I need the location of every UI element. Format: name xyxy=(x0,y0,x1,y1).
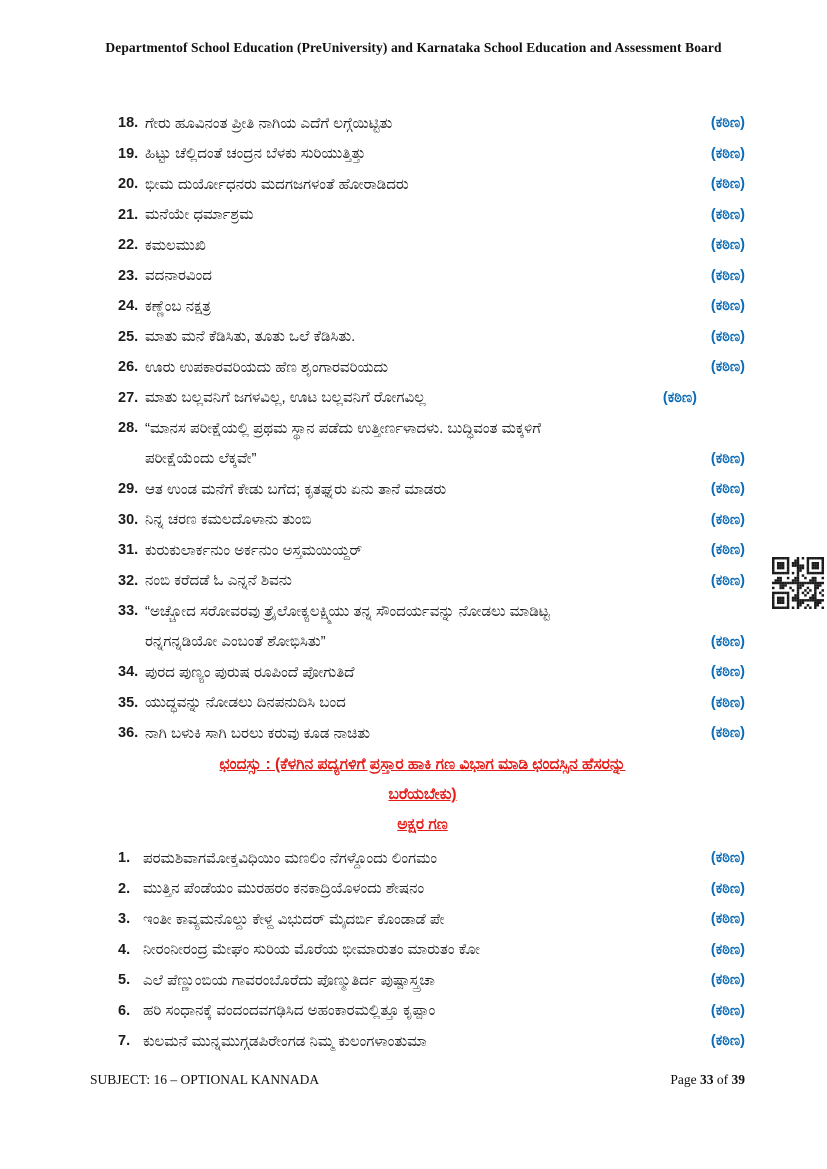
question-item-27 xyxy=(118,383,745,414)
question-text xyxy=(143,965,711,996)
difficulty-badge: (ಕಠಿಣ) xyxy=(710,328,745,345)
section-heading-line1-text: ಛಂದಸ್ಸು : (ಕೆಳಗಿನ ಪದ್ಯಗಳಿಗೆ ಪ್ರಸ್ತಾರ ಹಾಕಿ ಗಣ ವಿಭಾಗ ಮಾಡಿ ಛಂದಸ್ಸಿನ ಹೆಸರನ್ನು xyxy=(219,756,626,773)
question-text-line: ಕುಲಮನೆ ಮುನ್ನಮುಗ್ಗಡಪಿರೇಂಗಡ ನಿಮ್ಮ ಕುಲಂಗಳಾಂತುಮಾ xyxy=(143,1032,427,1050)
question-number: 26. xyxy=(118,359,139,376)
question-text xyxy=(143,904,711,935)
question-number: 2. xyxy=(118,880,131,897)
question-item-6 xyxy=(118,996,745,1027)
question-number: 28. xyxy=(118,420,139,437)
question-number: 3. xyxy=(118,911,131,928)
difficulty-badge: (ಕಠಿಣ) xyxy=(710,450,745,467)
difficulty-badge: (ಕಠಿಣ) xyxy=(710,572,745,589)
difficulty-badge: (ಕಠಿಣ) xyxy=(710,481,745,498)
difficulty-badge: (ಕಠಿಣ) xyxy=(662,389,697,406)
difficulty-badge: (ಕಠಿಣ) xyxy=(710,145,745,162)
difficulty-badge: (ಕಠಿಣ) xyxy=(710,664,745,681)
footer-subject-label: SUBJECT: 16 – OPTIONAL KANNADA xyxy=(90,1072,320,1087)
question-text xyxy=(145,718,711,749)
question-text-line: ನಾಗಿ ಬಳುಕಿ ಸಾಗಿ ಬರಲು ಕರುವು ಕೂಡ ನಾಚಿತು xyxy=(145,724,370,742)
question-number: 30. xyxy=(118,511,139,528)
question-text xyxy=(145,474,711,505)
question-text xyxy=(145,535,711,566)
question-number: 33. xyxy=(118,603,139,620)
question-number: 27. xyxy=(118,389,139,406)
question-number: 31. xyxy=(118,542,139,559)
question-number: 22. xyxy=(118,237,139,254)
question-item-33 xyxy=(118,596,745,657)
question-item-5 xyxy=(118,965,745,996)
question-text-line: ನೀರಂನೀರಂದ್ರ ಮೇಘಂ ಸುರಿಯ ಮೊರೆಯ ಭೀಮಾರುತಂ ಮಾರುತಂ ಕೋ xyxy=(143,941,480,959)
question-text-line: ಹಿಟ್ಟು ಚೆಲ್ಲಿದಂತೆ ಚಂದ್ರನ ಬೆಳಕು ಸುರಿಯುತ್ತಿತ್ತು xyxy=(145,145,366,163)
question-text-line: ಎಲೆ ಪೆಣ್ಣುಂಬಿಯ ಗಾವರಂಬೊರೆದು ಪೊಣ್ಮುತಿರ್ದ ಪುಷ್ಪಾಸ್ತ್ರಚಾ xyxy=(143,971,435,989)
question-text-line: ಪರಮಶಿವಾಗಮೋಕ್ತವಿಧಿಯಿಂ ಮಣಲಿಂ ನೆಗಳ್ದೊಂದು ಲಿಂಗಮಂ xyxy=(143,849,438,867)
question-text-line: ಊರು ಉಪಕಾರವರಿಯದು ಹೆಣ ಶೃಂಗಾರವರಿಯದು xyxy=(145,358,389,376)
question-item-28 xyxy=(118,413,745,474)
question-text xyxy=(145,108,711,139)
footer-page-number xyxy=(670,1072,745,1088)
question-item-7 xyxy=(118,1026,745,1057)
difficulty-badge: (ಕಠಿಣ) xyxy=(710,911,745,928)
difficulty-badge: (ಕಠಿಣ) xyxy=(710,511,745,528)
section-heading-chandassu xyxy=(100,750,745,840)
question-number: 20. xyxy=(118,176,139,193)
question-item-18 xyxy=(118,108,745,139)
difficulty-badge: (ಕಠಿಣ) xyxy=(710,941,745,958)
question-text-line: ನಂಬಿ ಕರೆದಡೆ ಓ ಎನ್ನನೆ ಶಿವನು xyxy=(145,572,292,590)
question-text xyxy=(143,843,711,874)
question-item-29 xyxy=(118,474,745,505)
question-text-line: ನಿನ್ನ ಚರಣ ಕಮಲದೊಳಾನು ತುಂಬಿ xyxy=(145,511,312,529)
question-number: 34. xyxy=(118,664,139,681)
question-number: 36. xyxy=(118,725,139,742)
page-header-title: Departmentof School Education (PreUniversity) and Karnataka School Education and Assessment Board xyxy=(105,40,722,55)
question-text xyxy=(145,596,711,657)
question-list-18-36 xyxy=(118,108,745,749)
page-footer xyxy=(90,1072,745,1088)
question-item-34 xyxy=(118,657,745,688)
difficulty-badge: (ಕಠಿಣ) xyxy=(710,694,745,711)
question-number: 25. xyxy=(118,328,139,345)
difficulty-badge: (ಕಠಿಣ) xyxy=(710,633,745,650)
question-item-32 xyxy=(118,566,745,597)
question-text xyxy=(145,169,711,200)
difficulty-badge: (ಕಠಿಣ) xyxy=(710,880,745,897)
question-number: 7. xyxy=(118,1033,131,1050)
question-text-line: ಭೀಮ ದುರ್ಯೋಧನರು ಮದಗಜಗಳಂತೆ ಹೋರಾಡಿದರು xyxy=(145,175,409,193)
difficulty-badge: (ಕಠಿಣ) xyxy=(710,850,745,867)
difficulty-badge: (ಕಠಿಣ) xyxy=(710,176,745,193)
question-number: 21. xyxy=(118,206,139,223)
question-text xyxy=(145,657,711,688)
question-item-30 xyxy=(118,505,745,536)
question-text xyxy=(145,139,711,170)
question-text-line: ಮಾತು ಬಲ್ಲವನಿಗೆ ಜಗಳವಿಲ್ಲ, ಊಟ ಬಲ್ಲವನಿಗೆ ರೋಗವಿಲ್ಲ xyxy=(145,389,426,407)
section-heading-line1 xyxy=(100,750,745,780)
difficulty-badge: (ಕಠಿಣ) xyxy=(710,206,745,223)
question-text xyxy=(143,874,711,905)
question-text xyxy=(145,230,711,261)
difficulty-badge: (ಕಠಿಣ) xyxy=(710,972,745,989)
question-text-line: ಮನೆಯೇ ಧರ್ಮಾಶ್ರಮ xyxy=(145,206,254,224)
question-number: 35. xyxy=(118,694,139,711)
question-text xyxy=(145,291,711,322)
question-item-2 xyxy=(118,874,745,905)
section-heading-line2 xyxy=(100,780,745,810)
question-item-1 xyxy=(118,843,745,874)
qr-code-icon xyxy=(772,557,824,609)
question-number: 19. xyxy=(118,145,139,162)
footer-page-of-word: of xyxy=(716,1072,729,1087)
question-text-line: ಆತ ಉಂಡ ಮನೆಗೆ ಕೇಡು ಬಗೆದ; ಕೃತಘ್ನರು ಏನು ತಾನೆ ಮಾಡರು xyxy=(145,480,447,498)
question-text-line: ಕಣ್ಣೆಂಬ ನಕ್ಷತ್ರ xyxy=(145,297,211,315)
question-text-line: “ಅಚ್ಚೋದ ಸರೋವರವು ತ್ರೈಲೋಕ್ಯಲಕ್ಷ್ಮಿಯು ತನ್ನ ಸೌಂದರ್ಯವನ್ನು ನೋಡಲು ಮಾಡಿಟ್ಟ xyxy=(145,602,550,620)
footer-page-word: Page xyxy=(670,1072,697,1087)
difficulty-badge: (ಕಠಿಣ) xyxy=(710,725,745,742)
question-text xyxy=(143,1026,711,1057)
difficulty-badge: (ಕಠಿಣ) xyxy=(710,359,745,376)
question-item-22 xyxy=(118,230,745,261)
question-number: 4. xyxy=(118,941,131,958)
question-item-31 xyxy=(118,535,745,566)
question-text xyxy=(145,383,663,414)
question-text xyxy=(143,996,711,1027)
question-text-line: ರನ್ನಗನ್ನಡಿಯೋ ಎಂಬಂತೆ ಶೋಭಿಸಿತು” xyxy=(145,633,326,651)
section-subheading-akshara-gana xyxy=(100,810,745,840)
difficulty-badge: (ಕಠಿಣ) xyxy=(710,267,745,284)
question-item-23 xyxy=(118,261,745,292)
question-item-3 xyxy=(118,904,745,935)
footer-page-total: 39 xyxy=(731,1072,745,1087)
question-number: 1. xyxy=(118,850,131,867)
question-number: 32. xyxy=(118,572,139,589)
question-number: 24. xyxy=(118,298,139,315)
question-text xyxy=(145,200,711,231)
question-text-line: ಪರೀಕ್ಷೆಯೆಂದು ಲೆಕ್ಕವೇ” xyxy=(145,450,257,468)
question-text-line: ಹರಿ ಸಂಧಾನಕ್ಕೆ ವಂದಂದವಗಢಿಸಿದ ಅಹಂಕಾರಮಲ್ಲಿತ್ತೂ ಕೃಪ್ಪಾಂ xyxy=(143,1002,436,1020)
question-item-25 xyxy=(118,322,745,353)
difficulty-badge: (ಕಠಿಣ) xyxy=(710,298,745,315)
question-number: 29. xyxy=(118,481,139,498)
difficulty-badge: (ಕಠಿಣ) xyxy=(710,237,745,254)
question-text-line: ವದನಾರವಿಂದ xyxy=(145,267,212,285)
question-text xyxy=(145,413,711,474)
question-text xyxy=(143,935,711,966)
question-list-1-7 xyxy=(118,843,745,1057)
difficulty-badge: (ಕಠಿಣ) xyxy=(710,542,745,559)
difficulty-badge: (ಕಠಿಣ) xyxy=(710,1002,745,1019)
question-text xyxy=(145,566,711,597)
question-text xyxy=(145,688,711,719)
question-item-19 xyxy=(118,139,745,170)
section-heading-line2-text: ಬರೆಯಬೇಕು) xyxy=(388,786,457,803)
question-number: 18. xyxy=(118,115,139,132)
question-item-35 xyxy=(118,688,745,719)
question-number: 23. xyxy=(118,267,139,284)
question-text-line: ಮುತ್ತಿನ ಪೆಂಡೆಯಂ ಮುರಹರಂ ಕನಕಾದ್ರಿಯೊಳಂದು ಶೇಷನಂ xyxy=(143,880,425,898)
question-item-21 xyxy=(118,200,745,231)
question-number: 5. xyxy=(118,972,131,989)
question-item-4 xyxy=(118,935,745,966)
question-text xyxy=(145,261,711,292)
section-subheading-text: ಅಕ್ಷರ ಗಣ xyxy=(397,816,448,833)
question-text xyxy=(145,322,711,353)
question-number: 6. xyxy=(118,1002,131,1019)
question-item-24 xyxy=(118,291,745,322)
question-text-line: “ಮಾನಸ ಪರೀಕ್ಷೆಯಲ್ಲಿ ಪ್ರಥಮ ಸ್ಥಾನ ಪಡೆದು ಉತ್ತೀರ್ಣಳಾದಳು. ಬುದ್ಧಿವಂತ ಮಕ್ಕಳಿಗೆ xyxy=(145,419,541,437)
difficulty-badge: (ಕಠಿಣ) xyxy=(710,1033,745,1050)
question-text xyxy=(145,352,711,383)
footer-page-current: 33 xyxy=(700,1072,714,1087)
question-text-line: ಗೇರು ಹೂವಿನಂತ ಪ್ರೀತಿ ನಾಗಿಯ ಎದೆಗೆ ಲಗ್ಗೆಯಿಟ್ಟಿತು xyxy=(145,114,393,132)
question-item-20 xyxy=(118,169,745,200)
question-text-line: ಪುರದ ಪುಣ್ಯಂ ಪುರುಷ ರೂಪಿಂದೆ ಪೋಗುತಿದೆ xyxy=(145,663,355,681)
question-text xyxy=(145,505,711,536)
difficulty-badge: (ಕಠಿಣ) xyxy=(710,115,745,132)
question-item-26 xyxy=(118,352,745,383)
question-text-line: ಕುರುಕುಲಾರ್ಕನುಂ ಅರ್ಕನುಂ ಅಸ್ತಮಯಿಯ್ದರ್ xyxy=(145,541,363,559)
question-text-line: ಮಾತು ಮನೆ ಕೆಡಿಸಿತು, ತೂತು ಒಲೆ ಕೆಡಿಸಿತು. xyxy=(145,328,356,346)
question-text-line: ಕಮಲಮುಖಿ xyxy=(145,236,206,254)
question-text-line: ಯುದ್ಧವನ್ನು ನೋಡಲು ದಿನಪನುದಿಸಿ ಬಂದ xyxy=(145,694,346,712)
question-item-36 xyxy=(118,718,745,749)
question-text-line: ಇಂತೀ ಕಾವ್ಯಮನೊಲ್ದು ಕೇಳ್ದ ವಿಭುದರ್ ಮೈದರ್ಬಿ ಕೊಂಡಾಡೆ ಪೇ xyxy=(143,910,445,928)
